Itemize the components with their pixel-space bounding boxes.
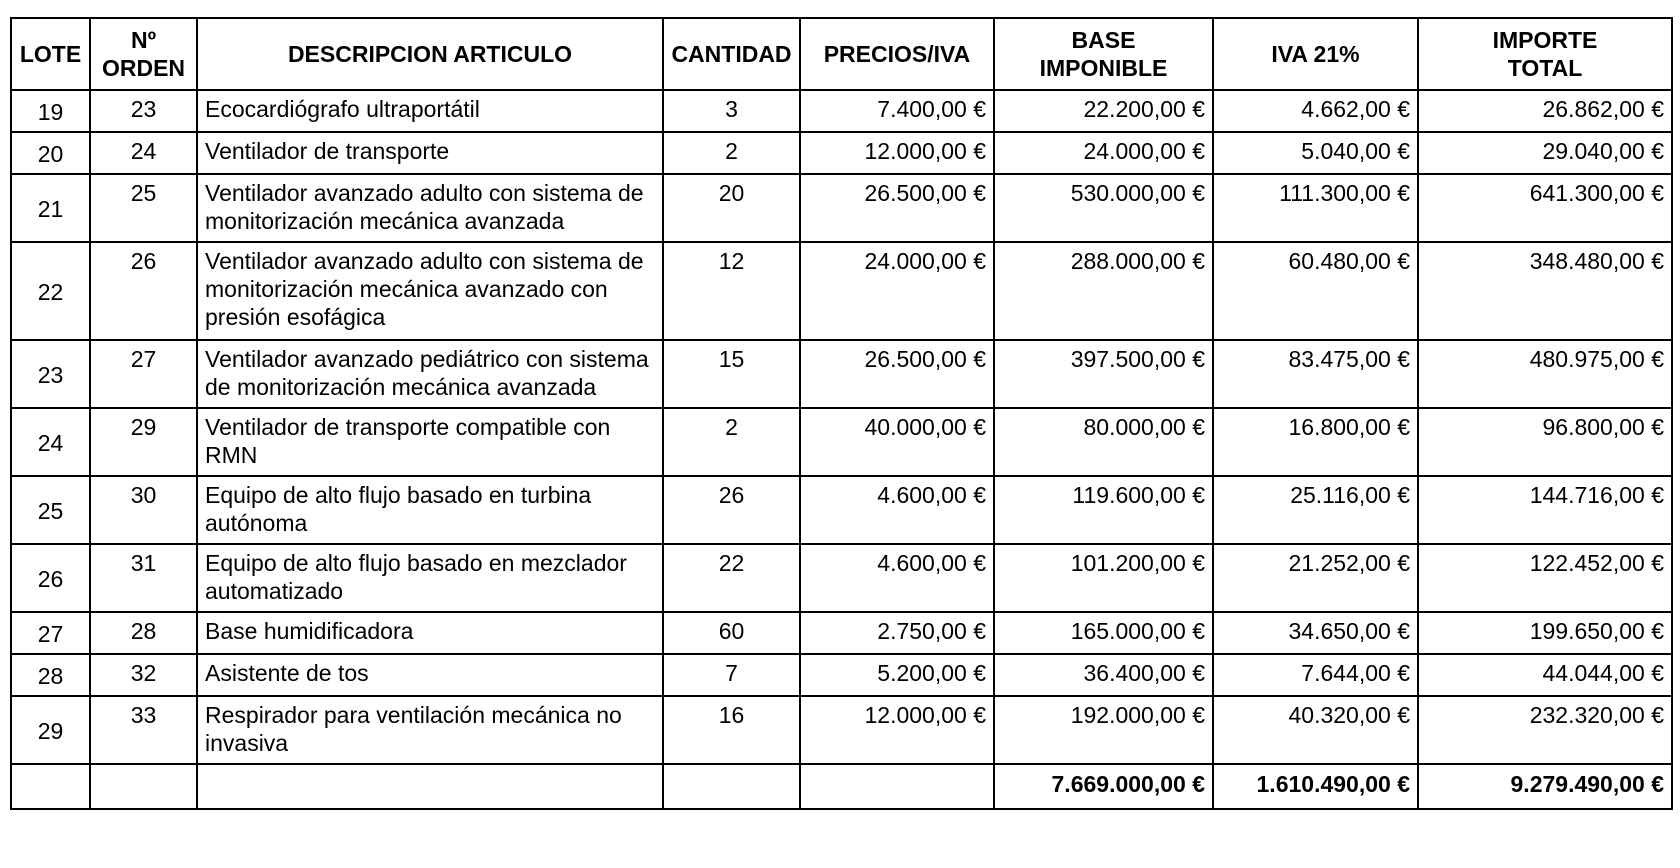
header-lote: LOTE (11, 18, 90, 90)
table-row (11, 612, 1672, 654)
total-cell: 480.975,00 € (1418, 340, 1672, 408)
base-cell: 101.200,00 € (994, 544, 1213, 612)
header-descripcion: DESCRIPCION ARTICULO (197, 18, 663, 90)
orden-cell: 24 (90, 132, 197, 174)
descripcion-cell: Ecocardiógrafo ultraportátil (197, 90, 663, 132)
orden-cell: 32 (90, 654, 197, 696)
precio-cell: 24.000,00 € (800, 242, 994, 340)
descripcion-cell: Ventilador avanzado adulto con sistema de monitorización mecánica avanzada (197, 174, 663, 242)
cantidad-cell: 2 (663, 408, 800, 476)
orden-cell: 27 (90, 340, 197, 408)
header-cantidad: CANTIDAD (663, 18, 800, 90)
base-cell: 24.000,00 € (994, 132, 1213, 174)
cantidad-cell: 2 (663, 132, 800, 174)
descripcion-cell: Ventilador de transporte compatible con RMN (197, 408, 663, 476)
iva-cell: 60.480,00 € (1213, 242, 1418, 340)
empty-cell (197, 764, 663, 809)
cantidad-cell: 15 (663, 340, 800, 408)
lote-cell: 28 (11, 654, 90, 696)
total-iva-cell: 1.610.490,00 € (1213, 764, 1418, 809)
precio-cell: 40.000,00 € (800, 408, 994, 476)
precio-cell: 26.500,00 € (800, 340, 994, 408)
orden-cell: 33 (90, 696, 197, 764)
base-cell: 192.000,00 € (994, 696, 1213, 764)
iva-cell: 83.475,00 € (1213, 340, 1418, 408)
lote-cell: 20 (11, 132, 90, 174)
lote-cell: 27 (11, 612, 90, 654)
table-row (11, 132, 1672, 174)
descripcion-cell: Ventilador de transporte (197, 132, 663, 174)
iva-cell: 7.644,00 € (1213, 654, 1418, 696)
cantidad-cell: 12 (663, 242, 800, 340)
table-row (11, 654, 1672, 696)
total-cell: 26.862,00 € (1418, 90, 1672, 132)
total-cell: 641.300,00 € (1418, 174, 1672, 242)
items-table (10, 17, 1673, 810)
base-cell: 530.000,00 € (994, 174, 1213, 242)
orden-cell: 23 (90, 90, 197, 132)
total-cell: 348.480,00 € (1418, 242, 1672, 340)
iva-cell: 16.800,00 € (1213, 408, 1418, 476)
descripcion-cell: Ventilador avanzado adulto con sistema de monitorización mecánica avanzado con presión esofágica (197, 242, 663, 340)
lote-cell: 26 (11, 544, 90, 612)
cantidad-cell: 3 (663, 90, 800, 132)
total-cell: 199.650,00 € (1418, 612, 1672, 654)
grand-total-cell: 9.279.490,00 € (1418, 764, 1672, 809)
table-row (11, 476, 1672, 544)
lote-cell: 19 (11, 90, 90, 132)
header-importe: IMPORTE TOTAL (1418, 18, 1672, 90)
cantidad-cell: 60 (663, 612, 800, 654)
precio-cell: 4.600,00 € (800, 476, 994, 544)
base-cell: 165.000,00 € (994, 612, 1213, 654)
descripcion-cell: Respirador para ventilación mecánica no invasiva (197, 696, 663, 764)
descripcion-cell: Base humidificadora (197, 612, 663, 654)
table-row (11, 408, 1672, 476)
base-cell: 36.400,00 € (994, 654, 1213, 696)
header-orden: Nº ORDEN (90, 18, 197, 90)
total-cell: 144.716,00 € (1418, 476, 1672, 544)
table-row (11, 90, 1672, 132)
precio-cell: 2.750,00 € (800, 612, 994, 654)
lote-cell: 24 (11, 408, 90, 476)
table-row (11, 544, 1672, 612)
descripcion-cell: Ventilador avanzado pediátrico con sistema de monitorización mecánica avanzada (197, 340, 663, 408)
cantidad-cell: 7 (663, 654, 800, 696)
base-cell: 119.600,00 € (994, 476, 1213, 544)
lote-cell: 29 (11, 696, 90, 764)
orden-cell: 25 (90, 174, 197, 242)
iva-cell: 25.116,00 € (1213, 476, 1418, 544)
precio-cell: 12.000,00 € (800, 696, 994, 764)
descripcion-cell: Equipo de alto flujo basado en turbina autónoma (197, 476, 663, 544)
precio-cell: 12.000,00 € (800, 132, 994, 174)
empty-cell (11, 764, 90, 809)
header-precios: PRECIOS/IVA (800, 18, 994, 90)
iva-cell: 34.650,00 € (1213, 612, 1418, 654)
base-cell: 397.500,00 € (994, 340, 1213, 408)
lote-cell: 23 (11, 340, 90, 408)
cantidad-cell: 16 (663, 696, 800, 764)
iva-cell: 5.040,00 € (1213, 132, 1418, 174)
orden-cell: 28 (90, 612, 197, 654)
base-cell: 80.000,00 € (994, 408, 1213, 476)
cantidad-cell: 20 (663, 174, 800, 242)
table-row (11, 242, 1672, 340)
lote-cell: 22 (11, 242, 90, 340)
iva-cell: 111.300,00 € (1213, 174, 1418, 242)
precio-cell: 4.600,00 € (800, 544, 994, 612)
total-cell: 232.320,00 € (1418, 696, 1672, 764)
header-base: BASE IMPONIBLE (994, 18, 1213, 90)
precio-cell: 7.400,00 € (800, 90, 994, 132)
total-cell: 29.040,00 € (1418, 132, 1672, 174)
orden-cell: 29 (90, 408, 197, 476)
total-cell: 122.452,00 € (1418, 544, 1672, 612)
precio-cell: 5.200,00 € (800, 654, 994, 696)
header-iva: IVA 21% (1213, 18, 1418, 90)
total-cell: 44.044,00 € (1418, 654, 1672, 696)
total-cell: 96.800,00 € (1418, 408, 1672, 476)
iva-cell: 21.252,00 € (1213, 544, 1418, 612)
lote-cell: 25 (11, 476, 90, 544)
descripcion-cell: Equipo de alto flujo basado en mezclador automatizado (197, 544, 663, 612)
orden-cell: 30 (90, 476, 197, 544)
table-row (11, 696, 1672, 764)
empty-cell (90, 764, 197, 809)
empty-cell (800, 764, 994, 809)
header-row (11, 18, 1672, 90)
totals-row (11, 764, 1672, 809)
descripcion-cell: Asistente de tos (197, 654, 663, 696)
base-cell: 288.000,00 € (994, 242, 1213, 340)
cantidad-cell: 22 (663, 544, 800, 612)
orden-cell: 31 (90, 544, 197, 612)
iva-cell: 4.662,00 € (1213, 90, 1418, 132)
precio-cell: 26.500,00 € (800, 174, 994, 242)
table-row (11, 340, 1672, 408)
total-base-cell: 7.669.000,00 € (994, 764, 1213, 809)
cantidad-cell: 26 (663, 476, 800, 544)
base-cell: 22.200,00 € (994, 90, 1213, 132)
table-row (11, 174, 1672, 242)
iva-cell: 40.320,00 € (1213, 696, 1418, 764)
empty-cell (663, 764, 800, 809)
orden-cell: 26 (90, 242, 197, 340)
lote-cell: 21 (11, 174, 90, 242)
